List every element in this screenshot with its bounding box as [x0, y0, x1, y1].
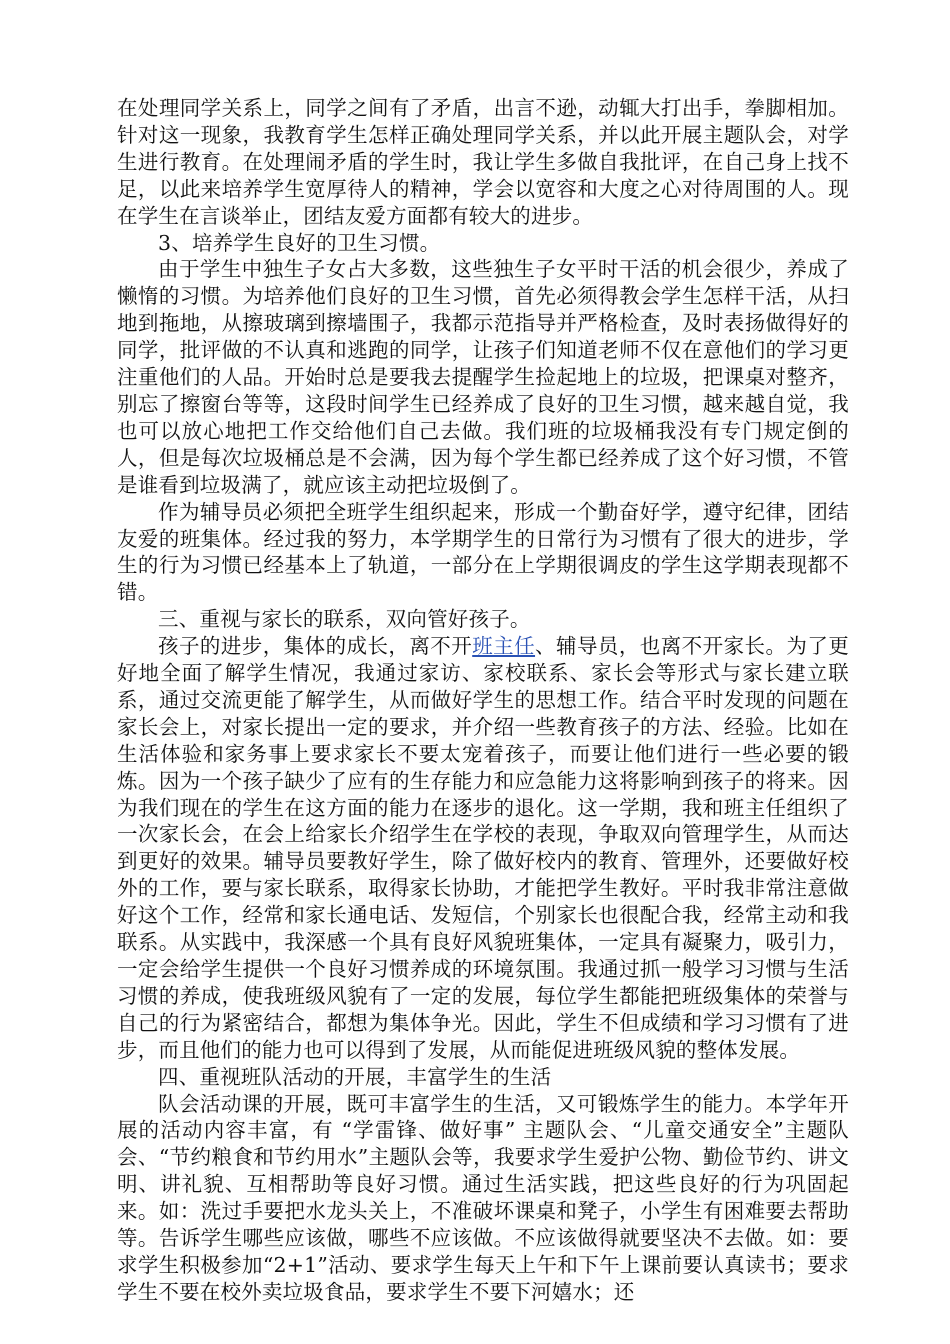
heading-hygiene-habits: 3、培养学生良好的卫生习惯。	[158, 230, 441, 255]
paragraph-hygiene: 由于学生中独生子女占大多数，这些独生子女平时干活的机会很少，养成了懒惰的习惯。为培养他们良好的卫生习惯，首先必须得教会学生怎样干活，从扫地到拖地，从擦玻璃到擦墙围子，我都示范指导并严格检查，及时表扬做得好的同学，批评做的不认真和逃跑的同学，让孩子们知道老师不仅在意他们的学习更注重他们的人品。开始时总是要我去提醒学生捡起地上的垃圾，把课桌对整齐，别忘了擦窗台等等，这段时间学生已经养成了良好的卫生习惯，越来越自觉，我也可以放心地把工作交给他们自己去做。我们班的垃圾桶我没有专门规定倒的人，但是每次垃圾桶总是不会满，因为每个学生都已经养成了这个好习惯，不管是谁看到垃圾满了，就应该主动把垃圾倒了。	[117, 257, 849, 497]
paragraph-text-rest: 、辅导员，也离不开家长。为了更好地全面了解学生情况，我通过家访、家校联系、家长会等形式与家长建立联系，通过交流更能了解学生，从而做好学生的思想工作。结合平时发现的问题在家长会上，对家长提出一定的要求，并介绍一些教育孩子的方法、经验。比如在生活体验和家务事上要求家长不要太宠着孩子，而要让他们进行一些必要的锻炼。因为一个孩子缺少了应有的生存能力和应急能力这将影响到孩子的将来。因为我们现在的学生在这方面的能力在逐步的退化。这一学期，我和班主任组织了一次家长会，在会上给家长介绍学生在学校的表现，争取双向管理学生，从而达到更好的效果。辅导员要教好学生，除了做好校内的教育、管理外，还要做好校外的工作，要与家长联系，取得家长协助，才能把学生教好。平时我非常注意做好这个工作，经常和家长通电话、发短信，个别家长也很配合我，经常主动和我联系。从实践中，我深感一个具有良好风貌班集体，一定具有凝聚力，吸引力，一定会给学生提供一个良好习惯养成的环境氛围。我通过抓一般学习习惯与生活习惯的养成，使我班级风貌有了一定的发展，每位学生都能把班级集体的荣誉与自己的行为紧密结合，都想为集体争光。因此，学生不但成绩和学习习惯有了进步，而且他们的能力也可以得到了发展，从而能促进班级风貌的整体发展。	[117, 634, 849, 1062]
paragraph-class-collective: 作为辅导员必须把全班学生组织起来，形成一个勤奋好学，遵守纪律，团结友爱的班集体。经过我的努力，本学期学生的日常行为习惯有了很大的进步，学生的行为习惯已经基本上了轨道，一部分在上学期很调皮的学生这学期表现都不错。	[117, 499, 849, 605]
paragraph-parent-contact	[117, 633, 849, 1064]
document-page	[117, 95, 849, 1306]
class-teacher-link[interactable]: 班主任	[472, 634, 536, 659]
heading-class-activities: 四、重视班队活动的开展，丰富学生的生活	[158, 1064, 552, 1089]
paragraph-classmate-relations: 在处理同学关系上，同学之间有了矛盾，出言不逊，动辄大打出手，拳脚相加。针对这一现象，我教育学生怎样正确处理同学关系，并以此开展主题队会，对学生进行教育。在处理闹矛盾的学生时，我让学生多做自我批评，在自己身上找不足，以此来培养学生宽厚待人的精神，学会以宽容和大度之心对待周围的人。现在学生在言谈举止，团结友爱方面都有较大的进步。	[117, 96, 849, 228]
heading-parent-contact: 三、重视与家长的联系，双向管好孩子。	[158, 607, 531, 632]
paragraph-text-start: 孩子的进步，集体的成长，离不开	[158, 634, 473, 659]
paragraph-class-activities: 队会活动课的开展，既可丰富学生的生活，又可锻炼学生的能力。本学年开展的活动内容丰富，有 “学雷锋、做好事” 主题队会、“儿童交通安全”主题队会、“节约粮食和节约用水”主题队会等，我要求学生爱护公物、勤俭节约、讲文明、讲礼貌、互相帮助等良好习惯。通过生活实践，把这些良好的行为巩固起来。如：洗过手要把水龙头关上，不准破坏课桌和凳子，小学生有困难要去帮助等。告诉学生哪些应该做，哪些不应该做。不应该做得就要坚决不去做。如：要求学生积极参加“2+1”活动、要求学生每天上午和下午上课前要认真读书；要求学生不要在校外卖垃圾食品，要求学生不要下河嬉水；还	[117, 1091, 849, 1304]
